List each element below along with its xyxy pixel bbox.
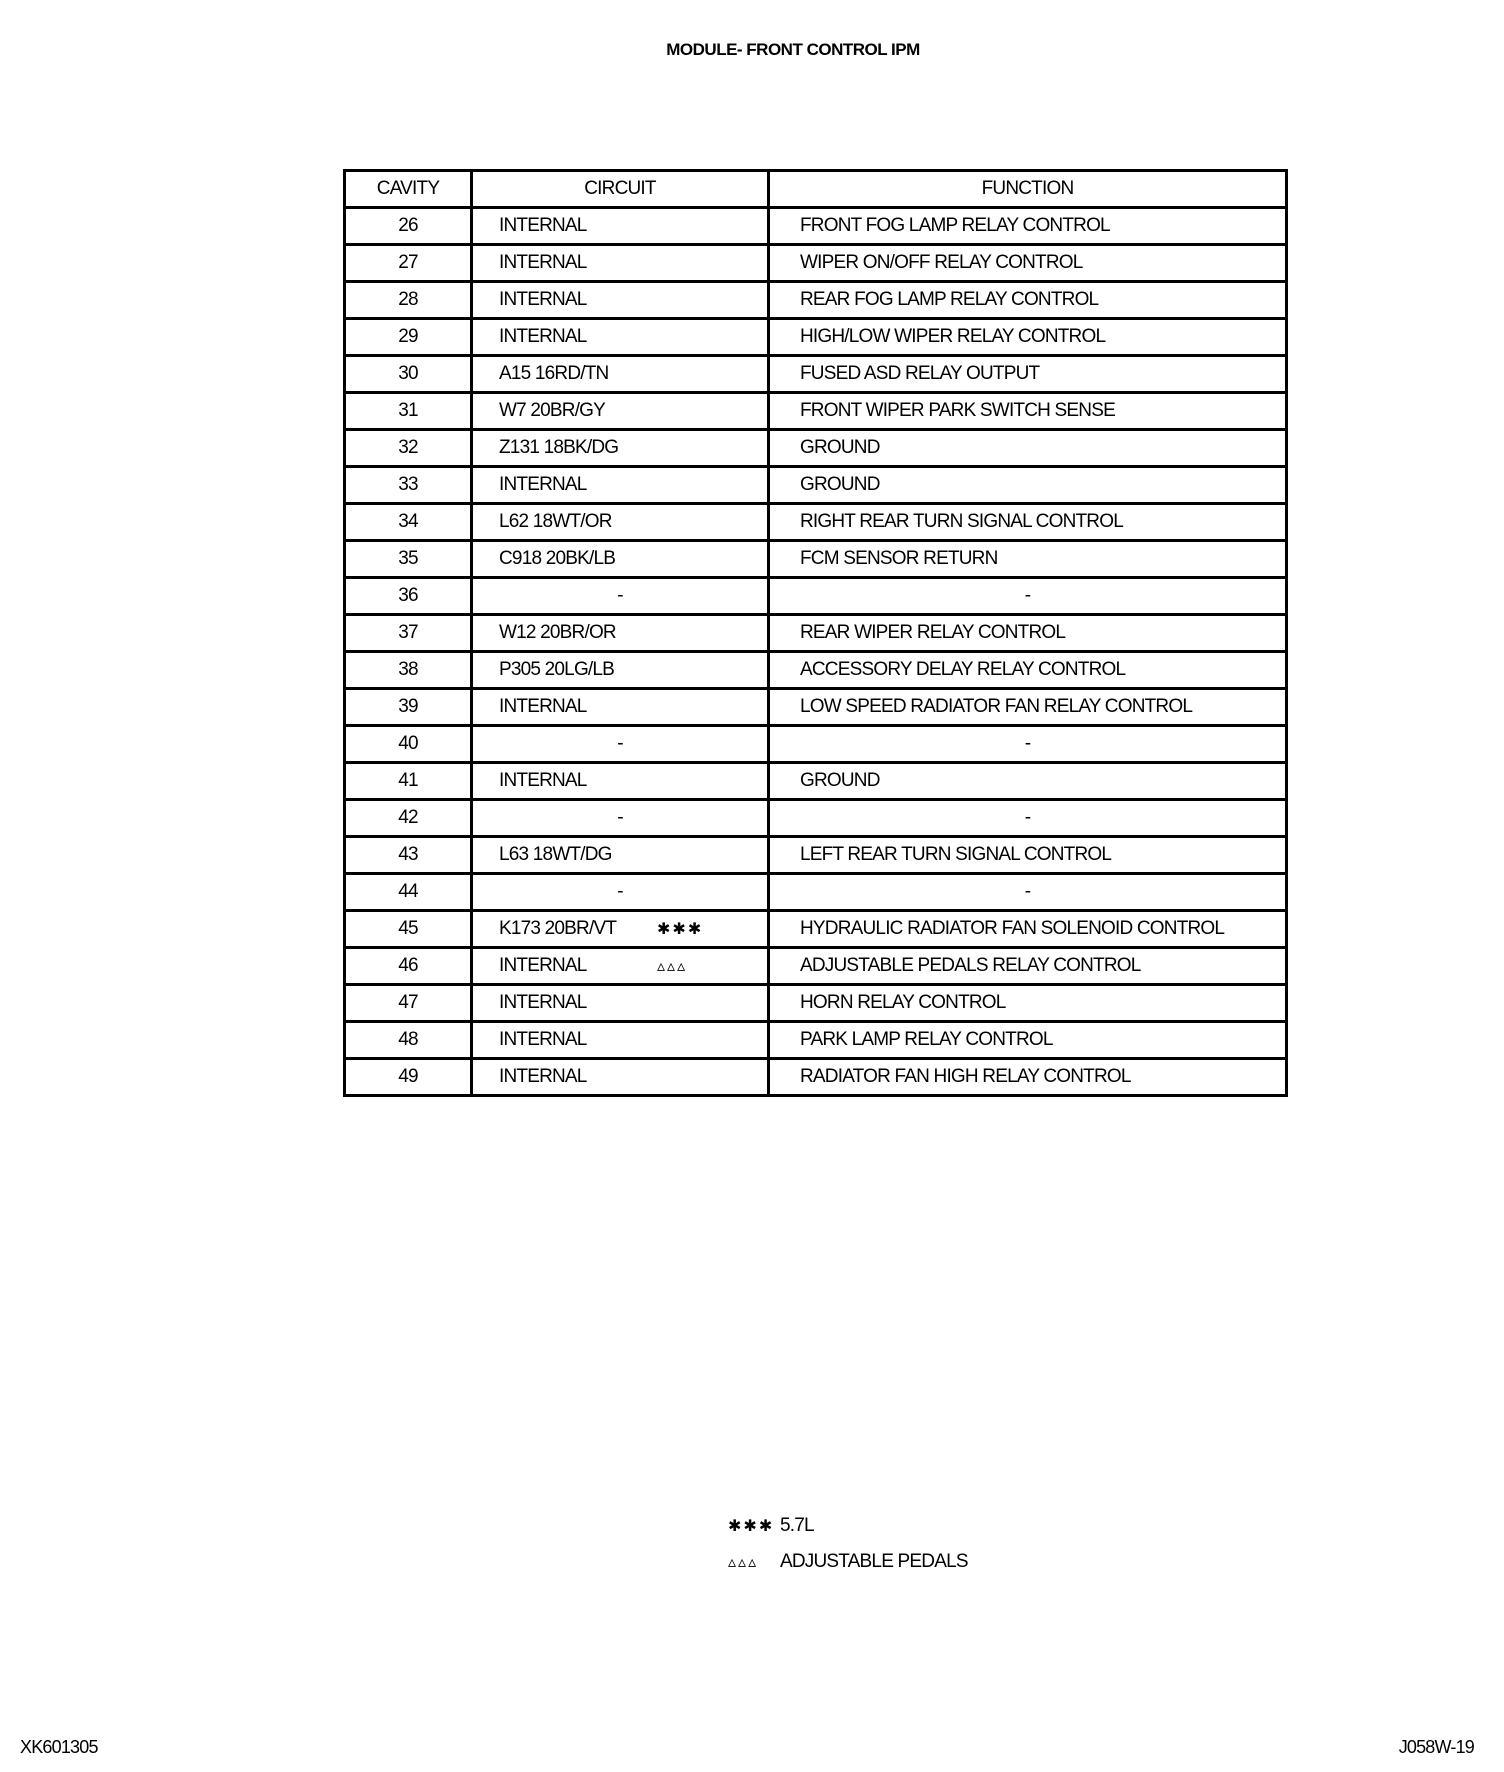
cavity-cell: 35 <box>345 541 472 578</box>
circuit-cell <box>472 800 769 837</box>
cavity-cell: 48 <box>345 1022 472 1059</box>
circuit-cell <box>472 578 769 615</box>
function-cell: FCM SENSOR RETURN <box>769 541 1287 578</box>
cavity-cell: 40 <box>345 726 472 763</box>
function-cell: RIGHT REAR TURN SIGNAL CONTROL <box>769 504 1287 541</box>
circuit-cell <box>472 615 769 652</box>
circuit-label: INTERNAL <box>499 252 587 273</box>
function-cell: RADIATOR FAN HIGH RELAY CONTROL <box>769 1059 1287 1096</box>
circuit-label: INTERNAL <box>499 992 587 1013</box>
table-row <box>345 356 1287 393</box>
table-row <box>345 652 1287 689</box>
circuit-label: A15 16RD/TN <box>499 363 609 384</box>
circuit-label: - <box>617 733 623 754</box>
circuit-cell <box>472 874 769 911</box>
circuit-label: P305 20LG/LB <box>499 659 615 680</box>
circuit-cell <box>472 356 769 393</box>
table-row <box>345 467 1287 504</box>
table-row <box>345 541 1287 578</box>
triangle-note-icon: ▵▵▵ <box>728 1554 759 1571</box>
cavity-cell: 28 <box>345 282 472 319</box>
circuit-cell <box>472 689 769 726</box>
page-title: MODULE- FRONT CONTROL IPM <box>666 40 920 59</box>
table-body <box>345 208 1287 1096</box>
cavity-cell: 34 <box>345 504 472 541</box>
legend-item-5-7l <box>728 1508 968 1544</box>
circuit-cell <box>472 319 769 356</box>
cavity-cell: 31 <box>345 393 472 430</box>
function-cell: GROUND <box>769 467 1287 504</box>
circuit-cell <box>472 948 769 985</box>
cavity-cell: 41 <box>345 763 472 800</box>
function-cell: WIPER ON/OFF RELAY CONTROL <box>769 245 1287 282</box>
cavity-cell: 26 <box>345 208 472 245</box>
cavity-cell: 38 <box>345 652 472 689</box>
circuit-cell <box>472 985 769 1022</box>
table-row <box>345 763 1287 800</box>
cavity-cell: 45 <box>345 911 472 948</box>
circuit-cell <box>472 911 769 948</box>
table-row <box>345 430 1287 467</box>
table-row <box>345 245 1287 282</box>
function-cell: - <box>769 800 1287 837</box>
table-row <box>345 319 1287 356</box>
circuit-label: C918 20BK/LB <box>499 548 616 569</box>
legend <box>728 1508 968 1580</box>
cavity-cell: 49 <box>345 1059 472 1096</box>
figure-id-right: J058W-19 <box>1398 1737 1474 1757</box>
table-row <box>345 911 1287 948</box>
table-row <box>345 1022 1287 1059</box>
table-row <box>345 985 1287 1022</box>
circuit-label: INTERNAL <box>499 1066 587 1087</box>
cavity-cell: 37 <box>345 615 472 652</box>
circuit-cell <box>472 430 769 467</box>
circuit-cell <box>472 467 769 504</box>
circuit-cell <box>472 208 769 245</box>
function-cell: FUSED ASD RELAY OUTPUT <box>769 356 1287 393</box>
table-row <box>345 689 1287 726</box>
circuit-cell <box>472 1059 769 1096</box>
circuit-label: L63 18WT/DG <box>499 844 612 865</box>
function-cell: GROUND <box>769 763 1287 800</box>
circuit-label: INTERNAL <box>499 696 587 717</box>
legend-item-adjustable-pedals <box>728 1544 968 1580</box>
cavity-cell: 39 <box>345 689 472 726</box>
circuit-label: INTERNAL <box>499 474 587 495</box>
function-cell: HORN RELAY CONTROL <box>769 985 1287 1022</box>
table-row <box>345 393 1287 430</box>
table-header-row <box>345 171 1287 208</box>
circuit-label: INTERNAL <box>499 770 587 791</box>
function-cell: LEFT REAR TURN SIGNAL CONTROL <box>769 837 1287 874</box>
connector-pinout-table <box>343 169 1288 1097</box>
function-cell: REAR WIPER RELAY CONTROL <box>769 615 1287 652</box>
cavity-cell: 36 <box>345 578 472 615</box>
cavity-cell: 30 <box>345 356 472 393</box>
circuit-label: L62 18WT/OR <box>499 511 612 532</box>
function-cell: ACCESSORY DELAY RELAY CONTROL <box>769 652 1287 689</box>
function-cell: LOW SPEED RADIATOR FAN RELAY CONTROL <box>769 689 1287 726</box>
circuit-label: INTERNAL <box>499 1029 587 1050</box>
header-circuit: CIRCUIT <box>472 171 769 208</box>
circuit-cell <box>472 541 769 578</box>
function-cell: - <box>769 726 1287 763</box>
asterisk-note-icon: ✱✱✱ <box>728 1518 775 1535</box>
cavity-cell: 43 <box>345 837 472 874</box>
header-function: FUNCTION <box>769 171 1287 208</box>
note-symbol-icon: ▵▵▵ <box>657 958 688 975</box>
table-row <box>345 726 1287 763</box>
table-row <box>345 208 1287 245</box>
function-cell: HIGH/LOW WIPER RELAY CONTROL <box>769 319 1287 356</box>
circuit-cell <box>472 393 769 430</box>
circuit-cell <box>472 504 769 541</box>
circuit-label: INTERNAL <box>499 289 587 310</box>
circuit-cell <box>472 763 769 800</box>
circuit-cell <box>472 282 769 319</box>
function-cell: FRONT FOG LAMP RELAY CONTROL <box>769 208 1287 245</box>
cavity-cell: 32 <box>345 430 472 467</box>
circuit-cell <box>472 837 769 874</box>
legend-text: ADJUSTABLE PEDALS <box>780 1551 968 1572</box>
function-cell: GROUND <box>769 430 1287 467</box>
cavity-cell: 42 <box>345 800 472 837</box>
header-cavity: CAVITY <box>345 171 472 208</box>
function-cell: PARK LAMP RELAY CONTROL <box>769 1022 1287 1059</box>
table-row <box>345 615 1287 652</box>
circuit-cell <box>472 245 769 282</box>
cavity-cell: 29 <box>345 319 472 356</box>
circuit-label: INTERNAL <box>499 326 587 347</box>
circuit-label: - <box>617 881 623 902</box>
circuit-label: - <box>617 585 623 606</box>
circuit-cell <box>472 726 769 763</box>
table-row <box>345 874 1287 911</box>
cavity-cell: 46 <box>345 948 472 985</box>
table-row <box>345 578 1287 615</box>
function-cell: FRONT WIPER PARK SWITCH SENSE <box>769 393 1287 430</box>
table-row <box>345 837 1287 874</box>
circuit-label: - <box>617 807 623 828</box>
cavity-cell: 47 <box>345 985 472 1022</box>
circuit-label: INTERNAL <box>499 215 587 236</box>
function-cell: REAR FOG LAMP RELAY CONTROL <box>769 282 1287 319</box>
function-cell: ADJUSTABLE PEDALS RELAY CONTROL <box>769 948 1287 985</box>
function-cell: - <box>769 578 1287 615</box>
function-cell: - <box>769 874 1287 911</box>
note-symbol-icon: ✱✱✱ <box>657 921 704 938</box>
function-cell: HYDRAULIC RADIATOR FAN SOLENOID CONTROL <box>769 911 1287 948</box>
circuit-cell <box>472 1022 769 1059</box>
figure-id-left: XK601305 <box>20 1737 98 1757</box>
circuit-label: Z131 18BK/DG <box>499 437 619 458</box>
table-row <box>345 282 1287 319</box>
circuit-label: W7 20BR/GY <box>499 400 606 421</box>
circuit-label: W12 20BR/OR <box>499 622 616 643</box>
circuit-cell <box>472 652 769 689</box>
table-row <box>345 948 1287 985</box>
table-row <box>345 800 1287 837</box>
legend-text: 5.7L <box>780 1515 814 1536</box>
cavity-cell: 27 <box>345 245 472 282</box>
circuit-label: K173 20BR/VT <box>499 918 617 939</box>
cavity-cell: 33 <box>345 467 472 504</box>
circuit-label: INTERNAL <box>499 955 587 976</box>
table-row <box>345 1059 1287 1096</box>
cavity-cell: 44 <box>345 874 472 911</box>
table-row <box>345 504 1287 541</box>
